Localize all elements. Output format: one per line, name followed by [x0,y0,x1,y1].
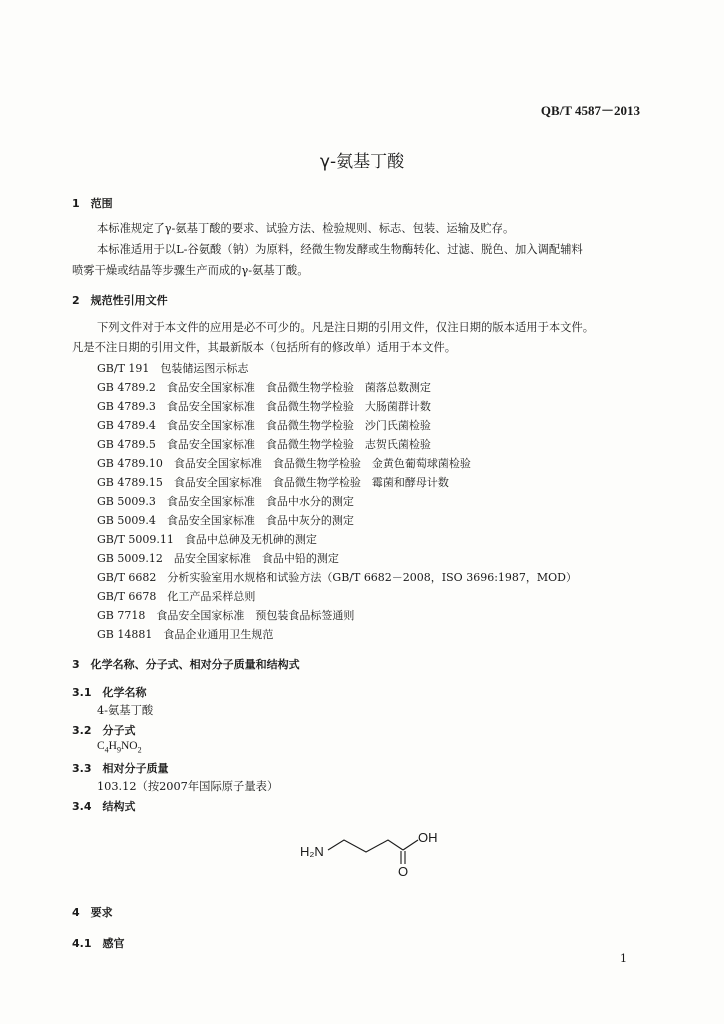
section-2-heading: 2 规范性引用文件 [72,294,168,307]
references-intro-a: 下列文件对于本文件的应用是必不可少的。凡是注日期的引用文件，仅注日期的版本适用于本文件。 [97,321,595,334]
reference-item: GB 4789.4 食品安全国家标准 食品微生物学检验 沙门氏菌检验 [97,419,431,432]
reference-item: GB 7718 食品安全国家标准 预包装食品标签通则 [97,609,355,622]
scope-paragraph-1: 本标准规定了γ-氨基丁酸的要求、试验方法、检验规则、标志、包装、运输及贮存。 [97,222,515,235]
reference-item: GB 4789.10 食品安全国家标准 食品微生物学检验 金黄色葡萄球菌检验 [97,457,471,470]
reference-item: GB/T 6678 化工产品采样总则 [97,590,256,603]
reference-item: GB 5009.12 品安全国家标准 食品中铅的测定 [97,552,339,565]
structural-formula [290,820,460,880]
references-intro-b: 凡是不注日期的引用文件，其最新版本（包括所有的修改单）适用于本文件。 [72,341,457,354]
section-3-2-heading: 3.2 分子式 [72,724,136,737]
reference-item: GB/T 191 包装储运图示标志 [97,362,249,375]
section-1-heading: 1 范围 [72,197,113,210]
reference-item: GB 5009.4 食品安全国家标准 食品中灰分的测定 [97,514,354,527]
reference-item: GB 4789.3 食品安全国家标准 食品微生物学检验 大肠菌群计数 [97,400,431,413]
reference-item: GB 4789.15 食品安全国家标准 食品微生物学检验 霉菌和酵母计数 [97,476,449,489]
section-3-4-heading: 3.4 结构式 [72,800,136,813]
scope-paragraph-2a: 本标准适用于以L-谷氨酸（钠）为原料，经微生物发酵或生物酶转化、过滤、脱色、加入调配辅料 [97,243,583,256]
standard-number: QB/T 4587－2013 [540,103,640,118]
amine-group-label: H₂N [300,844,324,859]
carbonyl-oxygen-label: O [398,864,409,879]
hydroxyl-label: OH [418,830,438,845]
hydroxyl-bond [403,840,418,850]
section-3-3-heading: 3.3 相对分子质量 [72,762,169,775]
reference-item: GB 4789.2 食品安全国家标准 食品微生物学检验 菌落总数测定 [97,381,431,394]
document-title: γ-氨基丁酸 [319,152,405,172]
reference-item: GB/T 5009.11 食品中总砷及无机砷的测定 [97,533,317,546]
chemical-name-value: 4-氨基丁酸 [97,704,154,717]
section-3-1-heading: 3.1 化学名称 [72,686,147,699]
section-3-heading: 3 化学名称、分子式、相对分子质量和结构式 [72,658,300,671]
scope-paragraph-2b: 喷雾干燥或结晶等步骤生产而成的γ-氨基丁酸。 [72,264,309,277]
reference-item: GB/T 6682 分析实验室用水规格和试验方法（GB/T 6682－2008，ISO 3696:1987，MOD） [97,571,577,584]
reference-item: GB 4789.5 食品安全国家标准 食品微生物学检验 志贺氏菌检验 [97,438,431,451]
reference-item: GB 5009.3 食品安全国家标准 食品中水分的测定 [97,495,354,508]
molecular-formula: $C_4H_9NO_2$ [97,740,142,755]
section-4-heading: 4 要求 [72,906,113,919]
reference-item: GB 14881 食品企业通用卫生规范 [97,628,274,641]
molecular-mass-value: 103.12（按2007年国际原子量表） [97,780,279,793]
carbon-chain [328,840,403,852]
page-number: 1 [620,952,627,965]
section-4-1-heading: 4.1 感官 [72,937,125,950]
